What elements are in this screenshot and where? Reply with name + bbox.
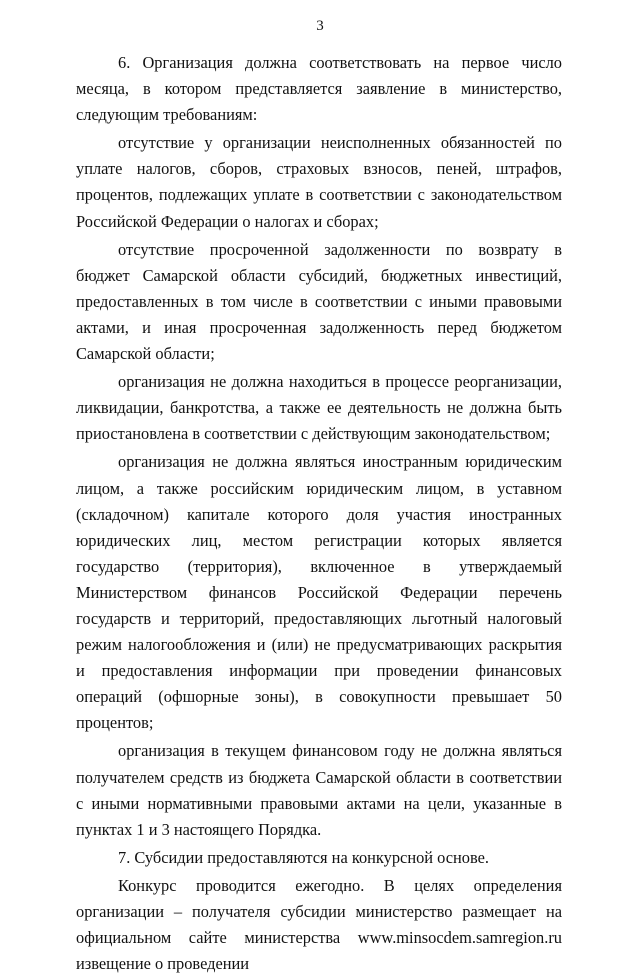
document-body <box>76 50 562 977</box>
paragraph-not-foreign-entity: организация не должна являться иностранным юридическим лицом, а также российским юридическим лицом, в уставном (складочном) капитале которого доля участия иностранных юридических лиц, местом регистрации которых является государство (территория), включенное в утверждаемый Министерством финансов Российской Федерации перечень государств и территорий, предоставляющих льготный налоговый режим налогообложения и (или) не предусматривающих раскрытия и предоставления информации при проведении финансовых операций (офшорные зоны), в совокупности превышает 50 процентов; <box>76 452 562 733</box>
paragraph-no-reorganization: организация не должна находиться в процессе реорганизации, ликвидации, банкротства, а также ее деятельность не должна быть приостановлена в соответствии с действующим законодательством; <box>76 372 562 444</box>
paragraph-not-recipient: организация в текущем финансовом году не должна являться получателем средств из бюджета Самарской области в соответствии с иными нормативными правовыми актами на цели, указанные в пунктах 1 и 3 настоящего Порядка. <box>76 741 562 839</box>
paragraph-no-tax-debt: отсутствие у организации неисполненных обязанностей по уплате налогов, сборов, страховых взносов, пеней, штрафов, процентов, подлежащих уплате в соответствии с законодательством Российской Федерации о налогах и сборах; <box>76 133 562 231</box>
paragraph-annual-competition: Конкурс проводится ежегодно. В целях определения организации – получателя субсидии министерство размещает на официальном сайте министерства www.minsocdem.samregion.ru извещение о проведении <box>76 875 562 974</box>
page-number: 3 <box>316 18 324 34</box>
paragraph-no-overdue-debt: отсутствие просроченной задолженности по возврату в бюджет Самарской области субсидий, бюджетных инвестиций, предоставленных в том числе в соответствии с иными правовыми актами, и иная просроченная задолженность перед бюджетом Самарской области; <box>76 239 562 364</box>
paragraph-7-competitive-basis: 7. Субсидии предоставляются на конкурсной основе. <box>118 847 490 867</box>
paragraph-6-requirements: 6. Организация должна соответствовать на первое число месяца, в котором представляется заявление в министерство, следующим требованиям: <box>76 53 562 125</box>
